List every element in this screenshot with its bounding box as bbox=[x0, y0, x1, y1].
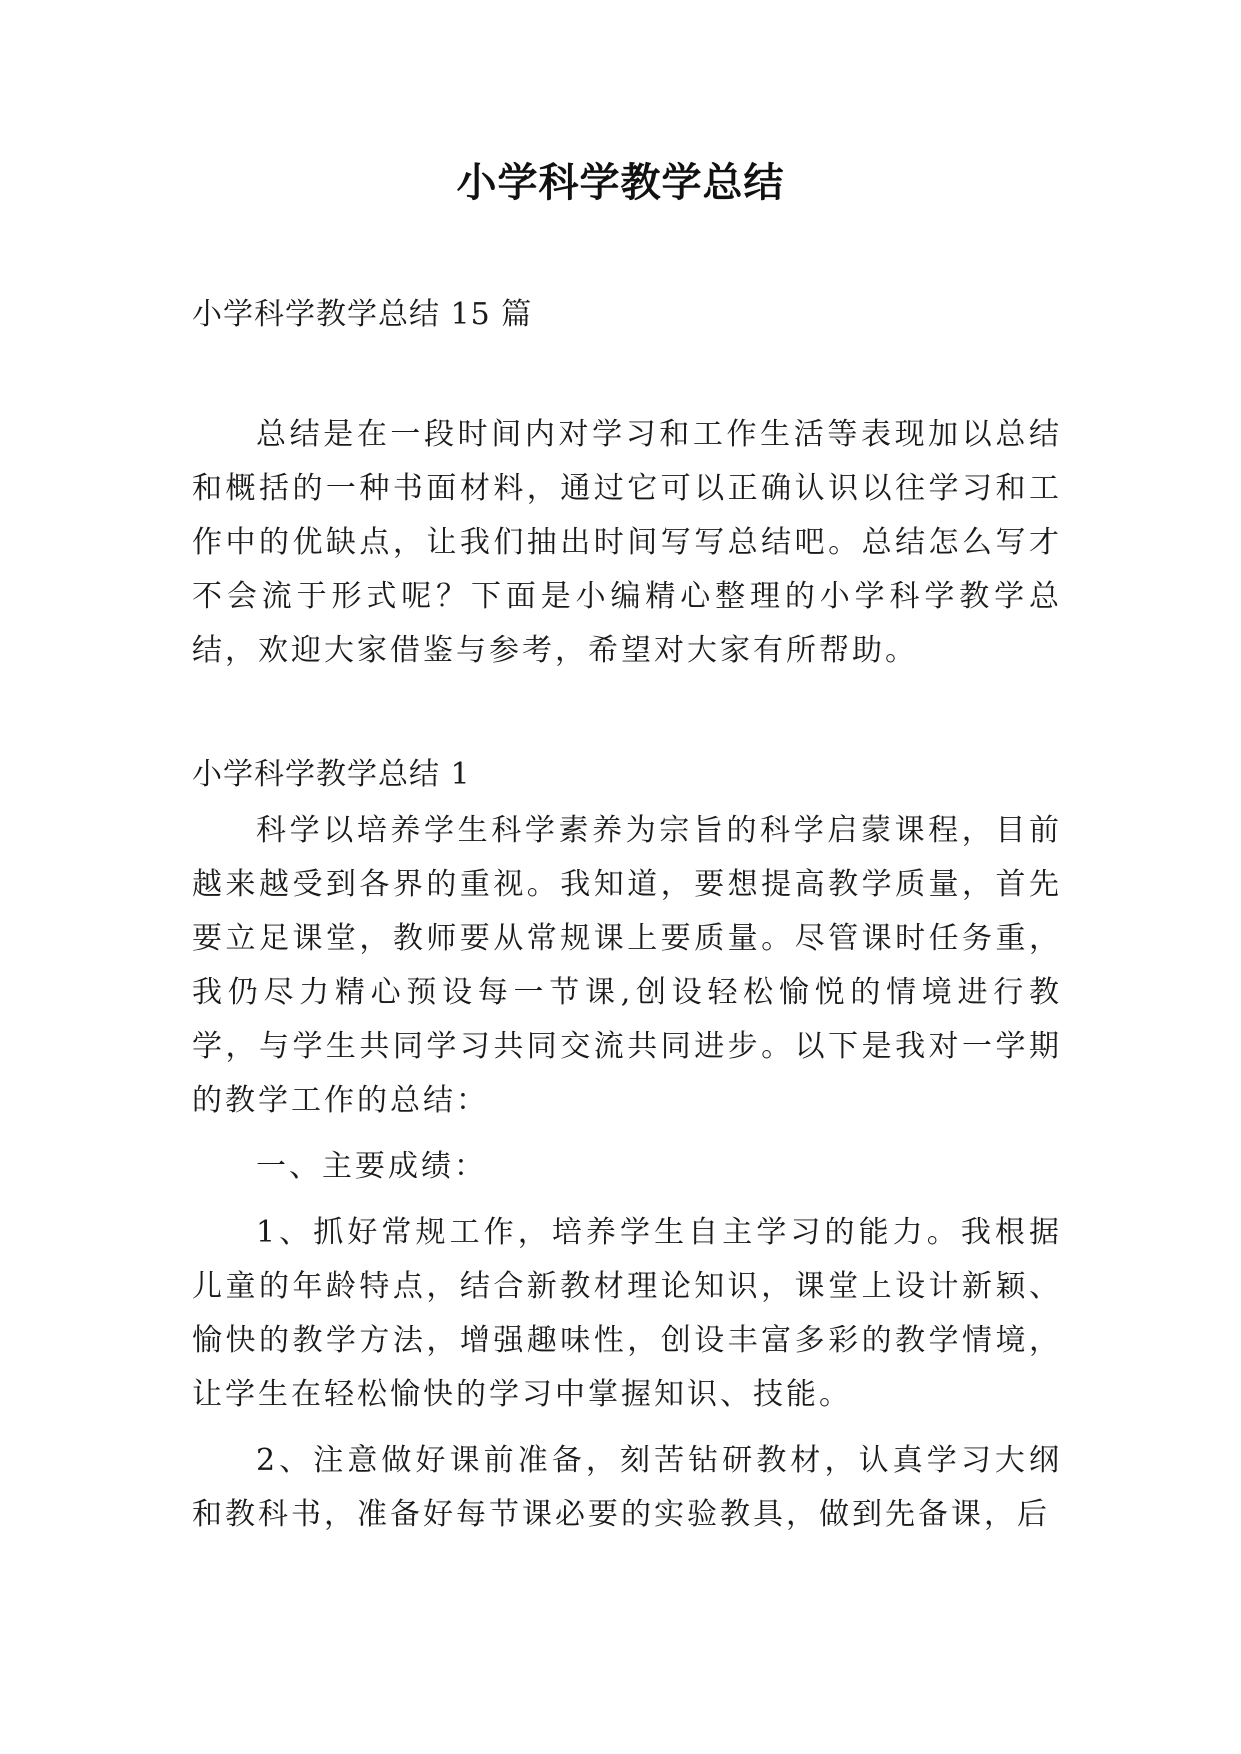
body-paragraph: 一、主要成绩： bbox=[256, 1149, 487, 1184]
body-paragraph: 1、抓好常规工作，培养学生自主学习的能力。我根据儿童的年龄特点，结合新教材理论知识，课堂上设计新颖、愉快的教学方法，增强趣味性，创设丰富多彩的教学情境，让学生在轻松愉快的学习中掌握知识、技能。 bbox=[192, 1215, 1062, 1412]
document-title: 小学科学教学总结 bbox=[456, 160, 785, 206]
body-paragraph: 2、注意做好课前准备，刻苦钻研教材，认真学习大纲和教科书，准备好每节课必要的实验教具，做到先备课，后 bbox=[192, 1443, 1062, 1532]
body-paragraph: 科学以培养学生科学素养为宗旨的科学启蒙课程，目前越来越受到各界的重视。我知道，要想提高教学质量，首先要立足课堂，教师要从常规课上要质量。尽管课时任务重，我仍尽力精心预设每一节课,创设轻松愉悦的情境进行教学，与学生共同学习共同交流共同进步。以下是我对一学期的教学工作的总结： bbox=[192, 813, 1062, 1118]
section-heading: 小学科学教学总结 1 bbox=[192, 757, 471, 792]
intro-paragraph: 总结是在一段时间内对学习和工作生活等表现加以总结和概括的一种书面材料，通过它可以正确认识以往学习和工作中的优缺点，让我们抽出时间写写总结吧。总结怎么写才不会流于形式呢？下面是小编精心整理的小学科学教学总结，欢迎大家借鉴与参考，希望对大家有所帮助。 bbox=[192, 417, 1062, 668]
document-subtitle: 小学科学教学总结 15 篇 bbox=[192, 297, 533, 332]
intro-block bbox=[192, 408, 1062, 678]
section-content bbox=[192, 804, 1062, 1542]
